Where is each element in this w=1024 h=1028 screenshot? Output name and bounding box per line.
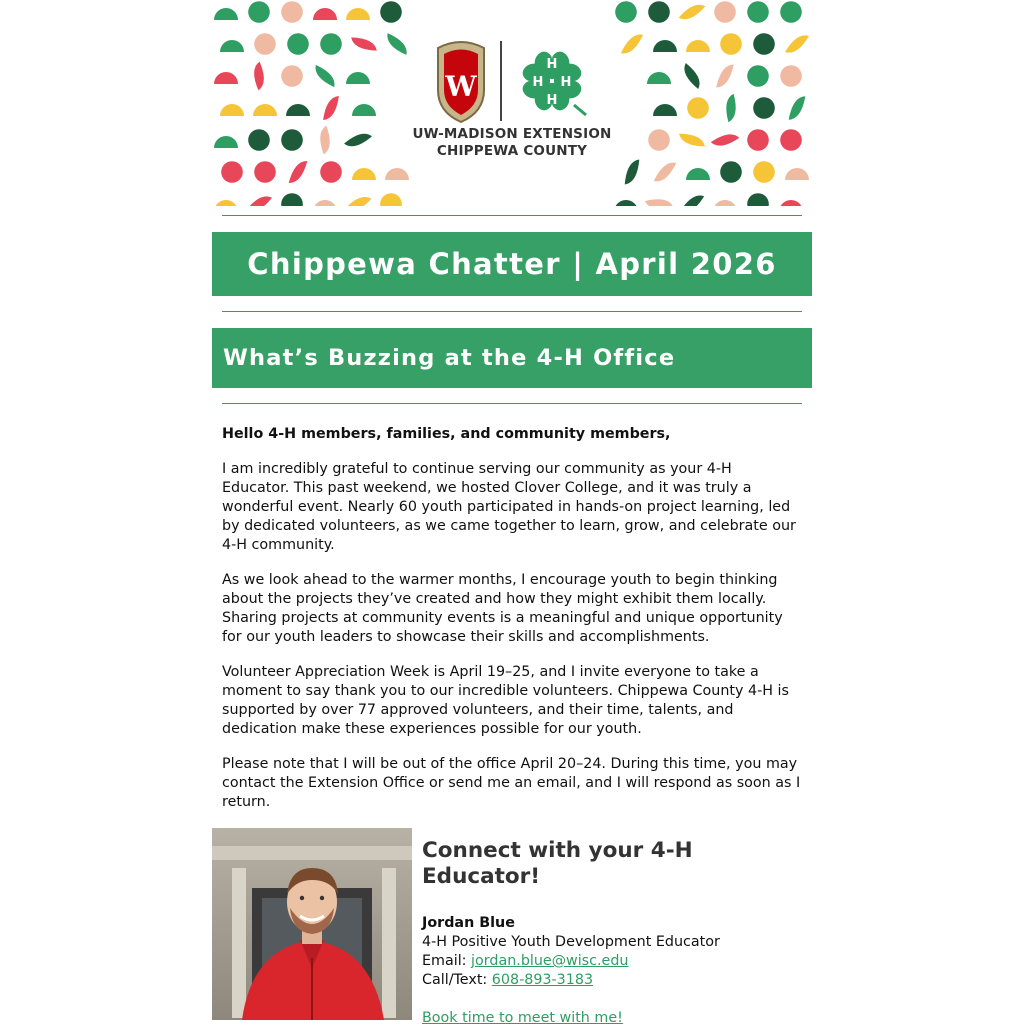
pattern-shape [214, 136, 238, 148]
svg-text:H: H [560, 75, 572, 90]
educator-card [212, 828, 812, 1028]
paragraph: I am incredibly grateful to continue serving our community as your 4-H Educator. This past weekend, we hosted Clover College, and it was truly a wonderful event. Nearly 60 youth participated in hands-on project learning, led by dedicated volunteers, as we came together to learn, grow, and celebrate our 4-H community. [222, 461, 796, 553]
pattern-shape [619, 34, 645, 54]
pattern-shape [713, 200, 737, 206]
pattern-shape [311, 125, 340, 155]
pattern-shape [253, 104, 277, 116]
pattern-shape [780, 1, 802, 23]
pattern-shape [351, 29, 378, 58]
4h-clover-icon [512, 41, 592, 121]
pattern-shape [344, 193, 371, 206]
svg-text:H: H [546, 57, 558, 72]
pattern-shape [320, 161, 342, 183]
pattern-shape [720, 161, 742, 183]
pattern-shape [680, 195, 704, 206]
pattern-shape [344, 128, 372, 152]
pattern-shape [346, 8, 370, 20]
pattern-shape [747, 1, 769, 23]
pattern-shape [753, 33, 775, 55]
pattern-shape [317, 95, 346, 120]
pattern-shape [783, 96, 812, 121]
pattern-shape [686, 40, 710, 52]
pattern-shape [648, 1, 670, 23]
pattern-shape [246, 194, 272, 206]
pattern-shape [248, 1, 270, 23]
pattern-shape [220, 104, 244, 116]
pattern-shape [785, 168, 809, 180]
section-heading: What’s Buzzing at the 4-H Office [212, 328, 812, 388]
pattern-shape [614, 200, 638, 206]
newsletter [212, 0, 812, 1028]
pattern-shape [711, 64, 739, 88]
svg-text:H: H [546, 93, 558, 108]
pattern-shape [315, 63, 335, 89]
decorative-pattern-left [212, 0, 412, 206]
pattern-shape [313, 8, 337, 20]
email-line [422, 952, 812, 971]
pattern-shape [747, 193, 769, 206]
pattern-shape [281, 193, 303, 206]
paragraph: Volunteer Appreciation Week is April 19–25, and I invite everyone to take a moment to say thank you to our incredible volunteers. Chippewa County 4-H is supported by over 77 approved volunteers, and their time, talents, and dedication make these experiences possible for our youth. [222, 664, 789, 737]
pattern-shape [352, 168, 376, 180]
org-name-line1: UW-MADISON EXTENSION [412, 126, 612, 142]
educator-contact [412, 828, 812, 1028]
uw-crest-icon [432, 38, 490, 124]
educator-name: Jordan Blue [422, 915, 515, 931]
paragraph: Please note that I will be out of the office April 20–24. During this time, you may contact the Extension Office or send me an email, and I will respond as soon as I return. [222, 756, 801, 810]
pattern-shape [720, 33, 742, 55]
pattern-shape [753, 97, 775, 119]
org-name-line2: CHIPPEWA COUNTY [436, 143, 588, 159]
educator-photo [212, 828, 412, 1020]
pattern-shape [281, 129, 303, 151]
pattern-shape [615, 1, 637, 23]
pattern-shape [346, 72, 370, 84]
pattern-shape [653, 104, 677, 116]
phone-line [422, 971, 812, 990]
connect-heading: Connect with your 4-H Educator! [422, 838, 693, 889]
pattern-shape [780, 65, 802, 87]
pattern-shape [286, 104, 310, 116]
header-banner [212, 0, 812, 206]
pattern-shape [281, 1, 303, 23]
pattern-shape [710, 127, 739, 153]
pattern-shape [387, 31, 407, 57]
pattern-shape [647, 72, 671, 84]
pattern-shape [214, 8, 238, 20]
pattern-shape [747, 65, 769, 87]
pattern-shape [653, 40, 677, 52]
pattern-shape [313, 200, 337, 206]
pattern-shape [284, 160, 312, 183]
pattern-shape [686, 168, 710, 180]
pattern-shape [220, 40, 244, 52]
pattern-shape [747, 129, 769, 151]
pattern-shape [617, 159, 646, 185]
pattern-shape [254, 33, 276, 55]
org-logo [412, 36, 612, 160]
pattern-shape [652, 162, 677, 181]
pattern-shape [780, 129, 802, 151]
pattern-shape [716, 93, 745, 122]
logo-divider [500, 41, 502, 121]
svg-text:H: H [532, 75, 544, 90]
pattern-shape [785, 35, 809, 52]
pattern-shape [644, 189, 673, 206]
pattern-shape [214, 72, 238, 84]
pattern-shape [687, 97, 709, 119]
pattern-shape [753, 161, 775, 183]
pattern-shape [254, 161, 276, 183]
pattern-shape [287, 33, 309, 55]
book-meeting-link[interactable]: Book time to meet with me! [422, 1010, 623, 1026]
pattern-shape [245, 61, 273, 91]
newsletter-title: Chippewa Chatter | April 2026 [212, 232, 812, 296]
pattern-shape [380, 193, 402, 206]
pattern-shape [380, 1, 402, 23]
pattern-shape [678, 125, 705, 154]
pattern-shape [679, 1, 706, 23]
educator-role: 4-H Positive Youth Development Educator [422, 934, 720, 950]
pattern-shape [352, 104, 376, 116]
pattern-shape [214, 200, 238, 206]
pattern-shape [385, 168, 409, 180]
message-body [212, 425, 812, 812]
pattern-shape [779, 200, 803, 206]
phone-link[interactable]: 608-893-3183 [491, 972, 594, 988]
paragraph: As we look ahead to the warmer months, I encourage youth to begin thinking about the projects they’ve created and how they might exhibit them locally. Sharing projects at community events is a meaningful and unique opportunity for our youth leaders to showcase their skills and accomplishments. [222, 572, 783, 645]
svg-text:W: W [445, 70, 477, 103]
phone-label: Call/Text: [422, 972, 492, 988]
pattern-shape [221, 161, 243, 183]
pattern-shape [714, 1, 736, 23]
pattern-shape [320, 33, 342, 55]
email-link[interactable]: jordan.blue@wisc.edu [471, 953, 629, 969]
pattern-shape [281, 65, 303, 87]
email-label: Email: [422, 953, 472, 969]
decorative-pattern-right [612, 0, 812, 206]
pattern-shape [648, 129, 670, 151]
greeting: Hello 4-H members, families, and community members, [222, 426, 671, 442]
pattern-shape [248, 129, 270, 151]
pattern-shape [682, 63, 703, 89]
